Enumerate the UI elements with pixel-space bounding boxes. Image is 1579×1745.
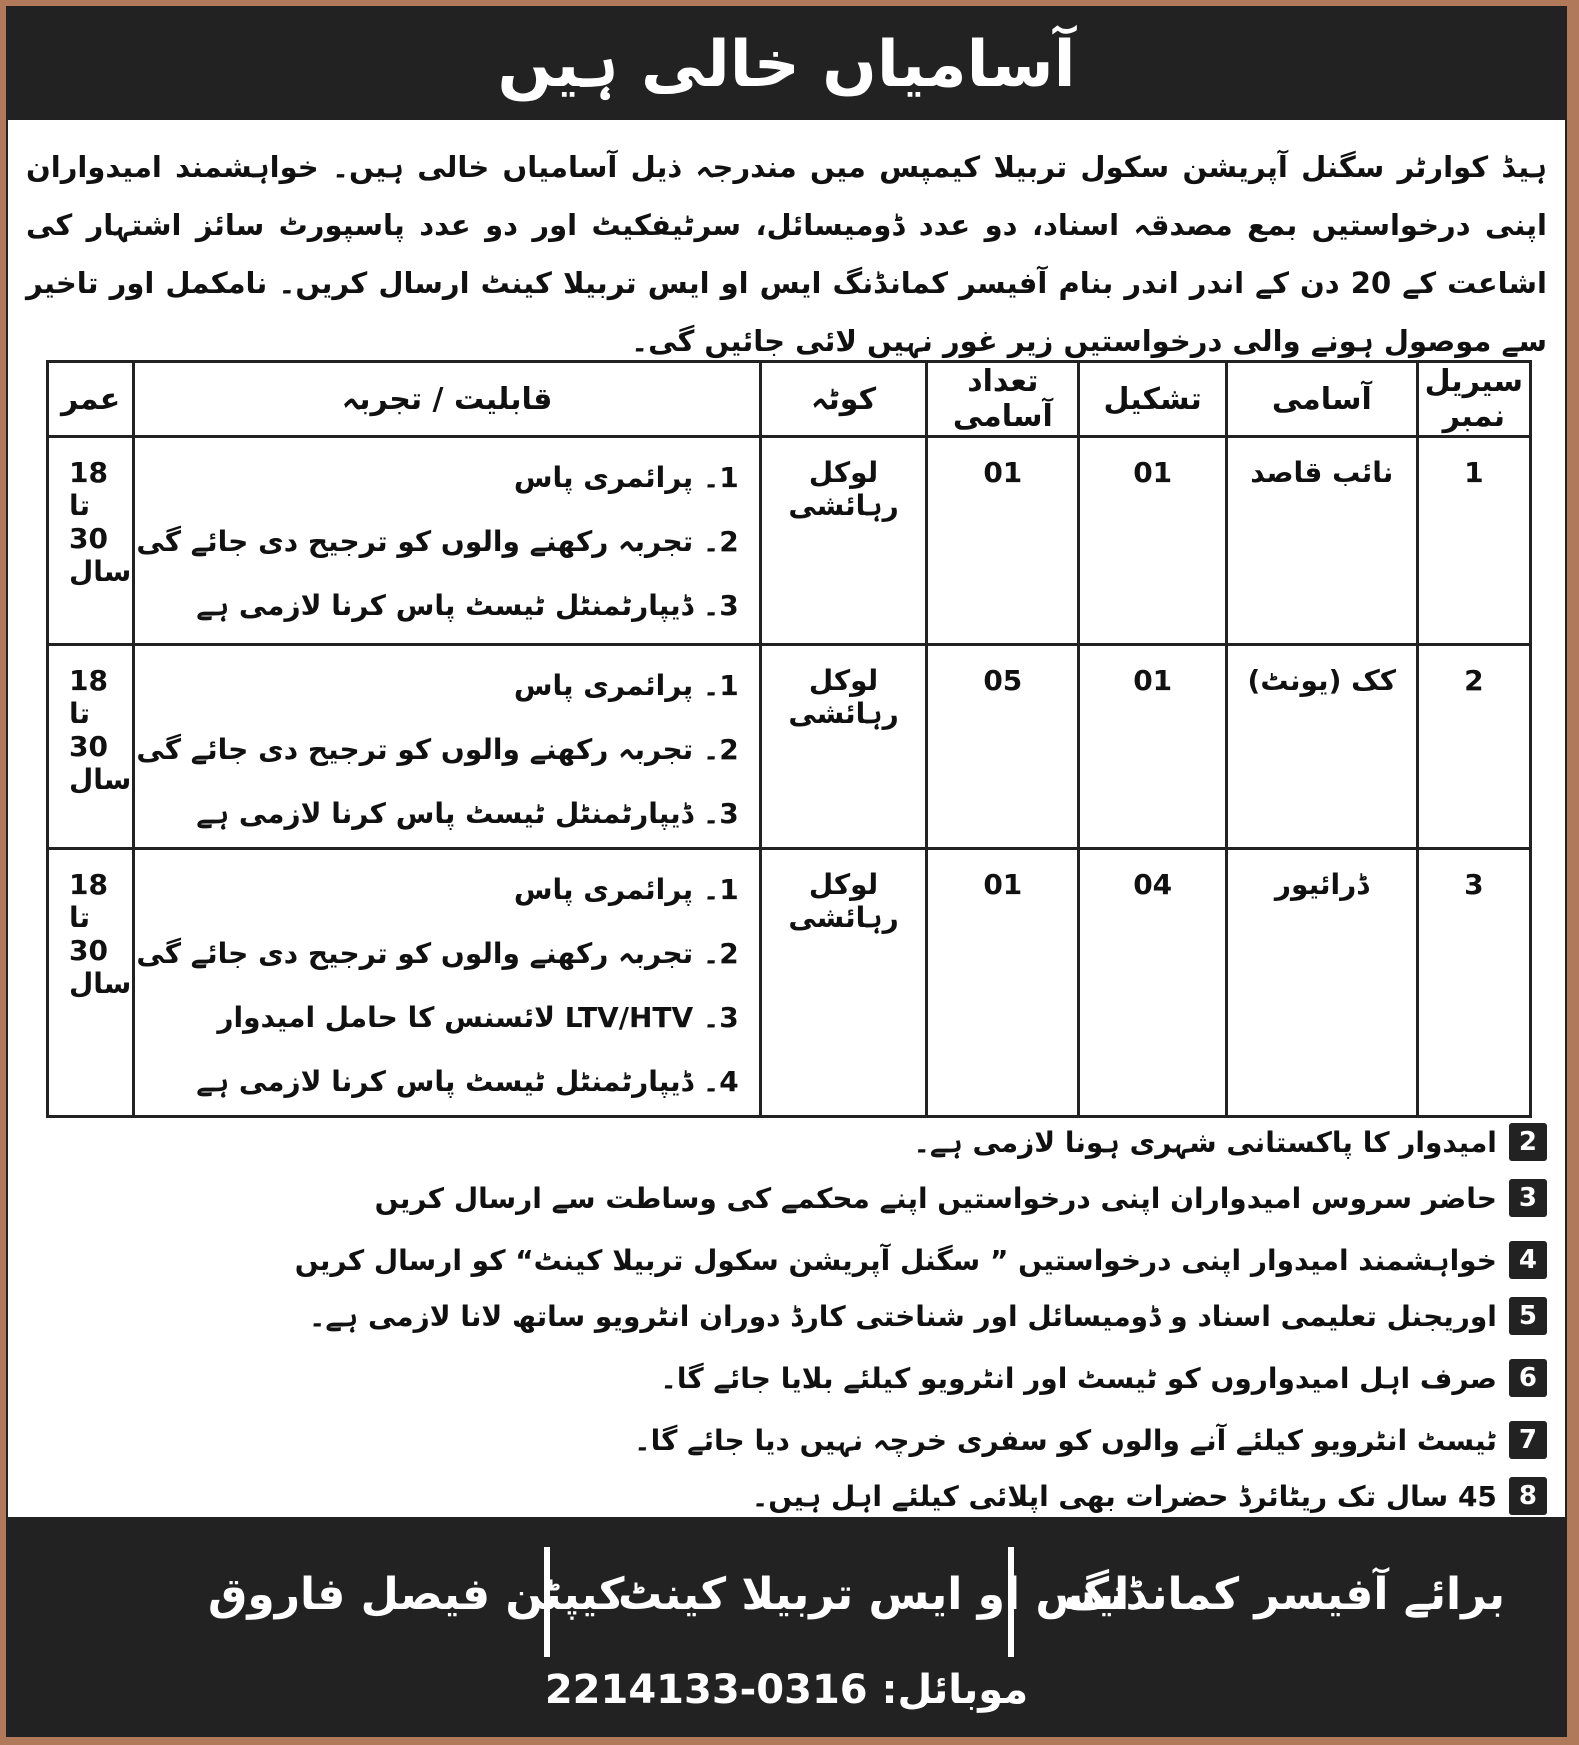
serial-cell: 3: [1417, 849, 1530, 1117]
page-title: آسامیاں خالی ہیں: [497, 27, 1076, 102]
qualification-line: 1۔ پرائمری پاس: [513, 669, 739, 702]
note-text: امیدوار کا پاکستانی شہری ہونا لازمی ہے۔: [913, 1125, 1497, 1159]
table-row: [48, 437, 1531, 645]
signature-officer-commanding: برائے آفیسر کمانڈنگ: [1063, 1569, 1505, 1620]
table-header-row: [48, 362, 1531, 437]
qualification-cell: [134, 849, 760, 1117]
note-item: [309, 1297, 1547, 1335]
note-number: 4: [1509, 1241, 1547, 1279]
notes-row: [26, 1421, 1547, 1515]
count-cell: 05: [927, 645, 1079, 849]
serial-cell: 1: [1417, 437, 1530, 645]
note-text: خواہشمند امیدوار اپنی درخواستیں ” سگنل آپریشن سکول تربیلا کینٹ“ کو ارسال کریں: [294, 1243, 1497, 1277]
count-cell: 01: [927, 849, 1079, 1117]
qualification-cell: [134, 437, 760, 645]
header-quota: کوٹہ: [760, 362, 926, 437]
note-text: اوریجنل تعلیمی اسناد و ڈومیسائل اور شناختی کارڈ دوران انٹرویو ساتھ لانا لازمی ہے۔: [308, 1299, 1497, 1333]
qualification-line: 3۔ LTV/HTV لائسنس کا حامل امیدوار: [217, 1001, 739, 1034]
qualification-cell: [134, 645, 760, 849]
notes-row: [26, 1123, 1547, 1217]
age-cell: 18 تا 30 سال: [48, 645, 134, 849]
note-item: [914, 1123, 1548, 1161]
qualification-line: 2۔ تجربہ رکھنے والوں کو ترجیح دی جائے گی: [136, 937, 739, 970]
header-post: آسامی: [1226, 362, 1417, 437]
note-number: 5: [1509, 1297, 1547, 1335]
mobile-number: موبائل: 0316-2214133: [544, 1667, 1029, 1713]
note-number: 8: [1509, 1477, 1547, 1515]
note-number: 6: [1509, 1359, 1547, 1397]
qualification-line: 3۔ ڈیپارٹمنٹل ٹیسٹ پاس کرنا لازمی ہے: [196, 589, 739, 622]
quota-cell: لوکل رہائشی: [760, 437, 926, 645]
header-age: عمر: [48, 362, 134, 437]
qualification-line: 3۔ ڈیپارٹمنٹل ٹیسٹ پاس کرنا لازمی ہے: [196, 797, 739, 830]
post-cell: کک (یونٹ): [1226, 645, 1417, 849]
header-qualification: قابلیت / تجربہ: [134, 362, 760, 437]
signature-sos-tarbela: ایس او ایس تربیلا کینٹ: [618, 1569, 1130, 1620]
note-text: حاضر سروس امیدواران اپنی درخواستیں اپنے محکمے کی وساطت سے ارسال کریں: [374, 1181, 1497, 1215]
tashkeel-cell: 01: [1079, 645, 1227, 849]
qualification-line: 1۔ پرائمری پاس: [513, 873, 739, 906]
tashkeel-cell: 04: [1079, 849, 1227, 1117]
footer-band: [8, 1517, 1565, 1735]
post-cell: نائب قاصد: [1226, 437, 1417, 645]
note-number: 7: [1509, 1421, 1547, 1459]
qualification-line: 1۔ پرائمری پاس: [513, 461, 739, 494]
note-number: 3: [1509, 1179, 1547, 1217]
header-tashkeel: تشکیل: [1079, 362, 1227, 437]
note-number: 2: [1509, 1123, 1547, 1161]
vacancies-table: [46, 360, 1532, 1118]
table-row: [48, 849, 1531, 1117]
table-row: [48, 645, 1531, 849]
header-serial: سیریل نمبر: [1417, 362, 1530, 437]
header-band: [8, 8, 1565, 120]
note-text: 45 سال تک ریٹائرڈ حضرات بھی اپلائی کیلئے اہل ہیں۔: [751, 1479, 1497, 1513]
footer: [8, 1517, 1565, 1735]
quota-cell: لوکل رہائشی: [760, 645, 926, 849]
qualification-line: 2۔ تجربہ رکھنے والوں کو ترجیح دی جائے گی: [136, 525, 739, 558]
post-cell: ڈرائیور: [1226, 849, 1417, 1117]
notes-row: [26, 1241, 1547, 1335]
note-item: [375, 1179, 1547, 1217]
signature-captain: کیپٹن فیصل فاروق: [208, 1569, 625, 1620]
intro-paragraph: ہیڈ کوارٹر سگنل آپریشن سکول تربیلا کیمپس میں مندرجہ ذیل آسامیاں خالی ہیں۔ خواہشمند امیدواران اپنی درخواستیں بمع مصدقہ اسناد، دو عدد ڈومیسائل، سرٹیفکیٹ اور دو عدد پاسپورٹ سائز اشتہار کی اشاعت کے 20 دن کے اندر اندر بنام آفیسر کمانڈنگ ایس او ایس تربیلا کینٹ ارسال کریں۔ نامکمل اور تاخیر سے موصول ہونے والی درخواستیں زیر غور نہیں لائی جائیں گی۔: [26, 150, 1547, 358]
serial-cell: 2: [1417, 645, 1530, 849]
quota-cell: لوکل رہائشی: [760, 849, 926, 1117]
note-text: صرف اہل امیدواروں کو ٹیسٹ اور انٹرویو کیلئے بلایا جائے گا۔: [660, 1361, 1497, 1395]
notes-row: [26, 1359, 1547, 1397]
tashkeel-cell: 01: [1079, 437, 1227, 645]
advertisement-sheet: [6, 6, 1567, 1737]
age-cell: 18 تا 30 سال: [48, 849, 134, 1117]
note-item: [634, 1421, 1547, 1459]
count-cell: 01: [927, 437, 1079, 645]
qualification-line: 2۔ تجربہ رکھنے والوں کو ترجیح دی جائے گی: [136, 733, 739, 766]
note-item: [752, 1477, 1547, 1515]
header-count: تعداد آسامی: [927, 362, 1079, 437]
age-cell: 18 تا 30 سال: [48, 437, 134, 645]
note-item: [295, 1241, 1547, 1279]
note-item: [660, 1359, 1547, 1397]
qualification-line: 4۔ ڈیپارٹمنٹل ٹیسٹ پاس کرنا لازمی ہے: [196, 1065, 739, 1098]
note-text: ٹیسٹ انٹرویو کیلئے آنے والوں کو سفری خرچہ نہیں دیا جائے گا۔: [634, 1423, 1497, 1457]
